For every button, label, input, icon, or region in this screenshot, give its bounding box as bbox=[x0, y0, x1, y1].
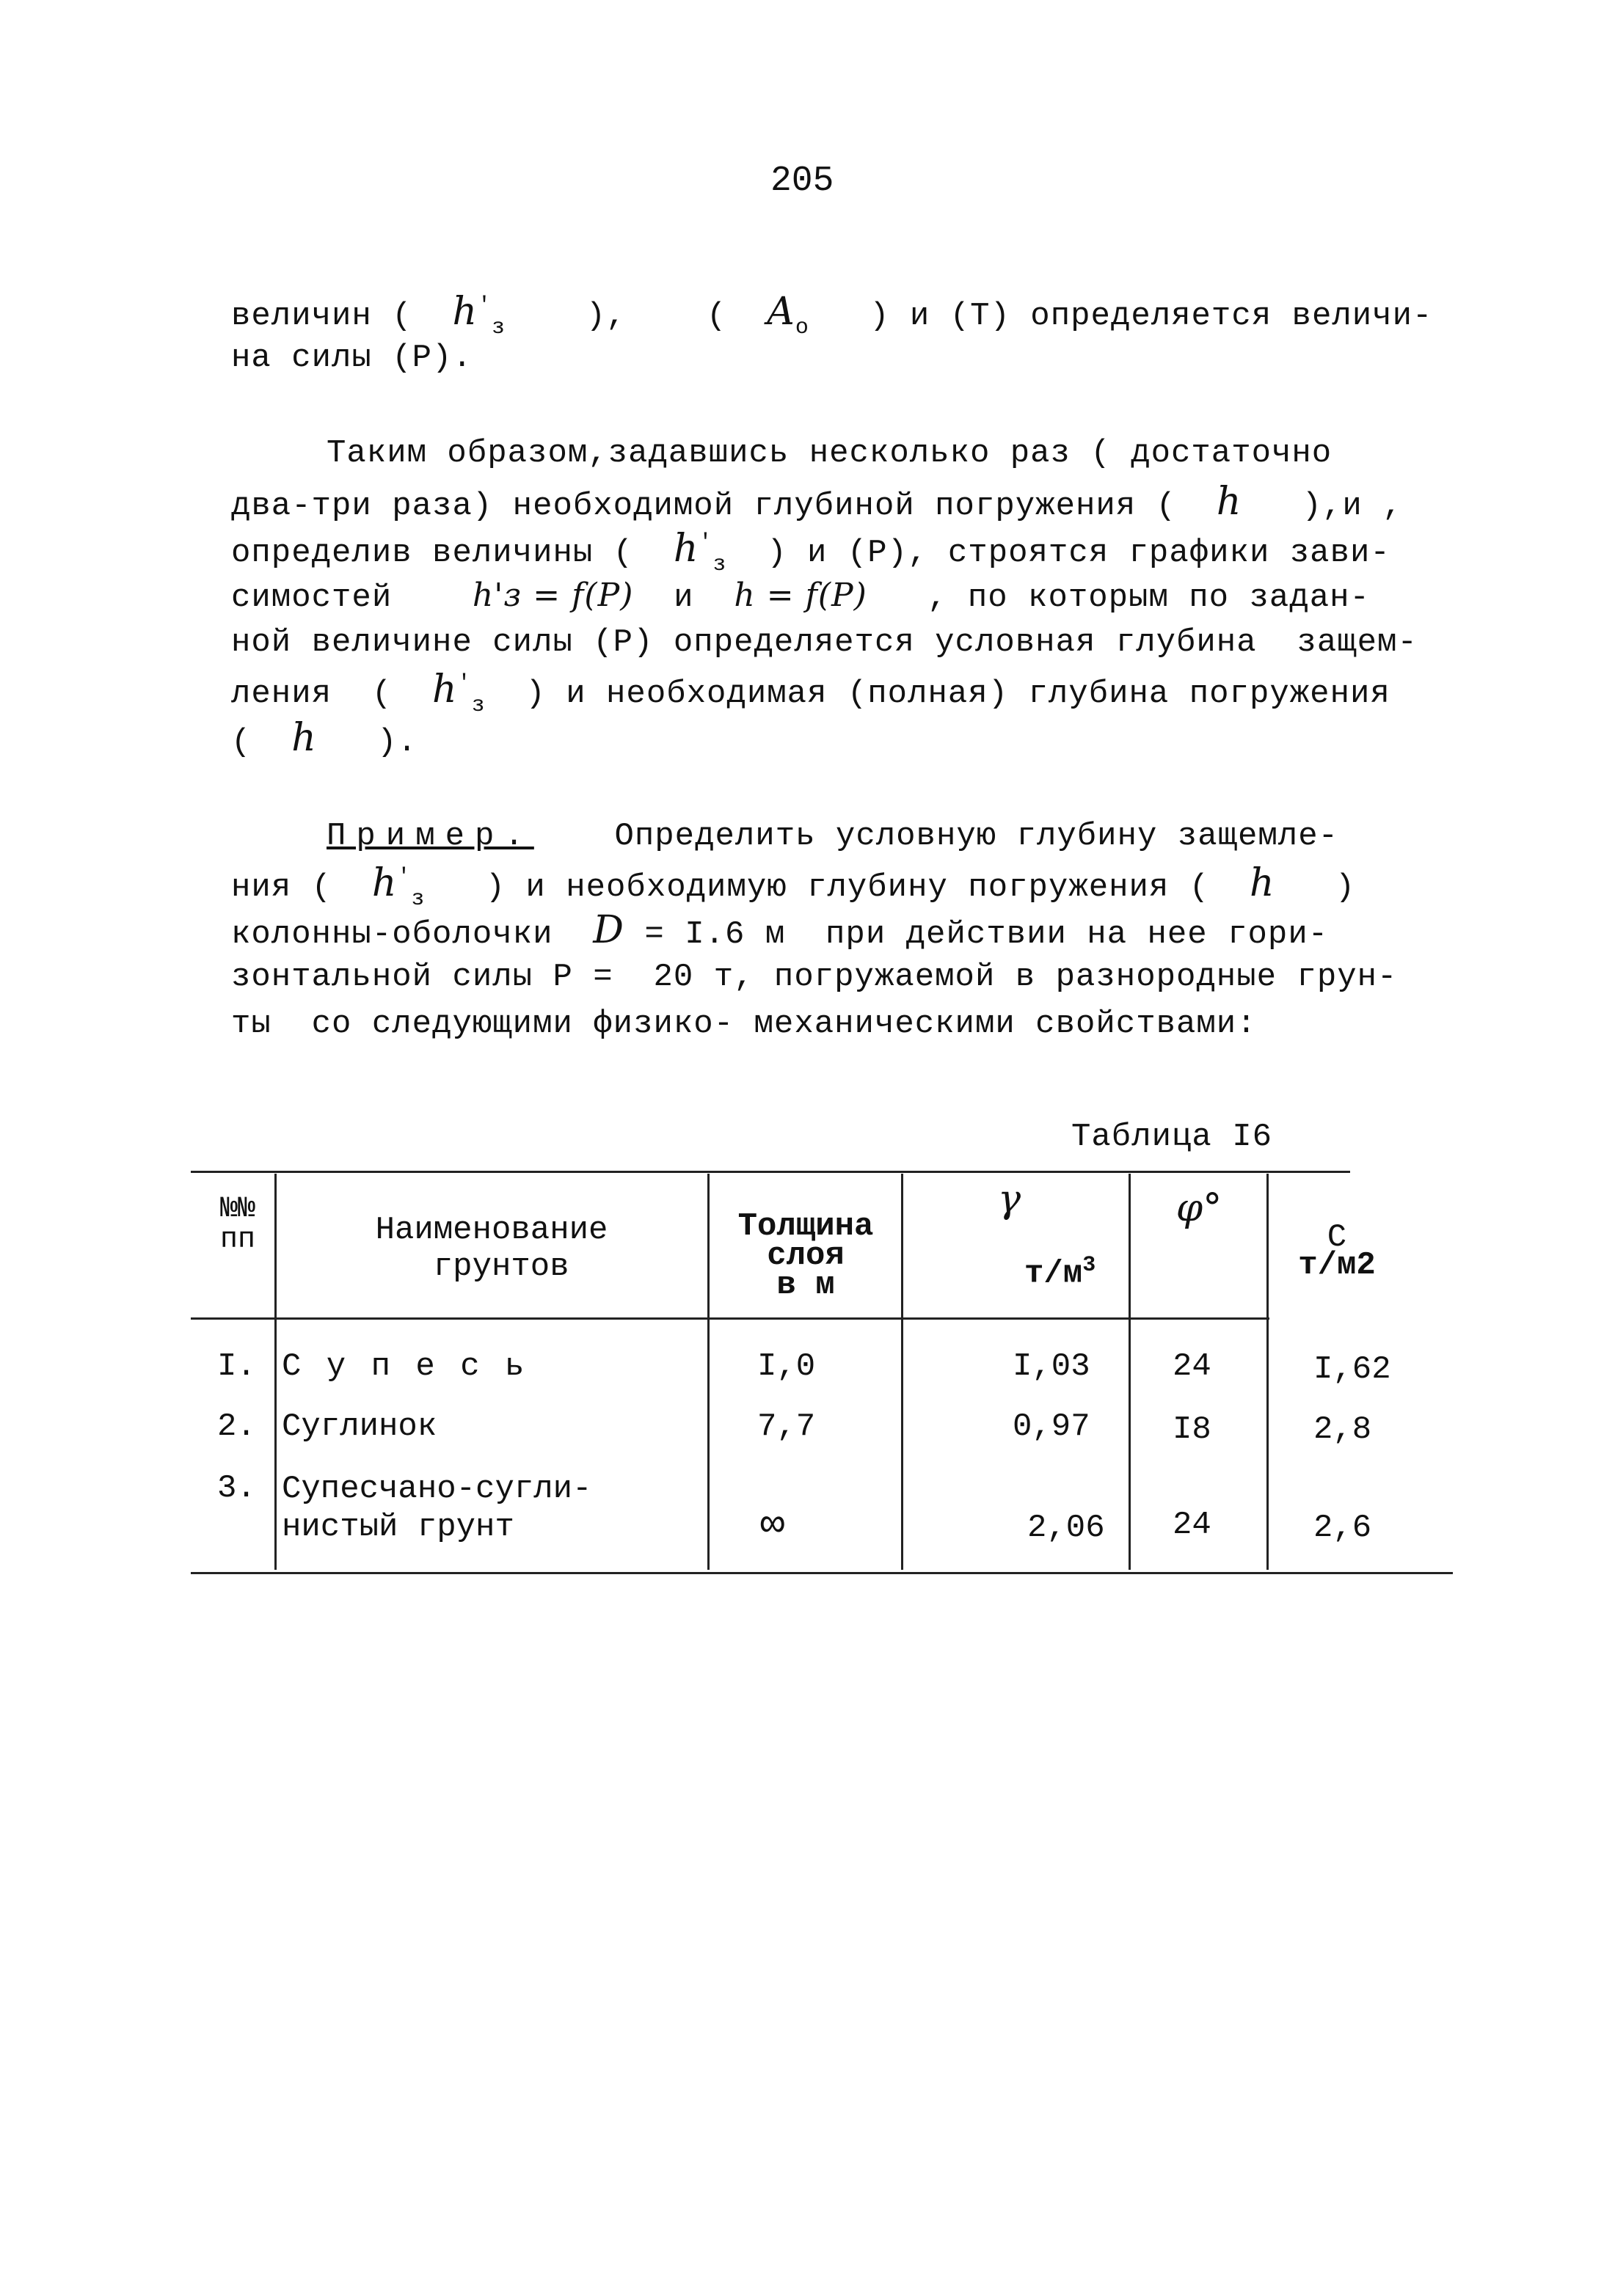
para1-line-2: на силы (Р). bbox=[231, 340, 473, 376]
text: величин ( bbox=[231, 298, 412, 334]
table-caption: Таблица I6 bbox=[1071, 1119, 1273, 1155]
row-gamma: 0,97 bbox=[1013, 1408, 1090, 1445]
header-c-symbol: С bbox=[1327, 1219, 1347, 1256]
text: ния ( bbox=[231, 869, 332, 906]
header-c-unit: т/м2 bbox=[1298, 1247, 1376, 1284]
table-col-divider bbox=[274, 1174, 277, 1570]
formula-1: h'з = f(Р) bbox=[472, 577, 634, 614]
row-gamma: 2,06 bbox=[1027, 1510, 1105, 1546]
symbol-prime: ' bbox=[397, 865, 412, 890]
example-label: Пример. bbox=[327, 818, 534, 855]
para2-line-3 bbox=[231, 527, 1390, 578]
symbol-A: A bbox=[767, 290, 795, 334]
text: ). bbox=[376, 724, 418, 761]
text: т/м bbox=[1024, 1255, 1083, 1293]
row-num: I. bbox=[217, 1348, 256, 1385]
para2-line-5: ной величине силы (Р) определяется условная глубина защем- bbox=[231, 624, 1418, 661]
header-gamma-unit bbox=[1024, 1247, 1096, 1293]
symbol-h: h bbox=[1249, 861, 1275, 905]
exponent: 3 bbox=[1082, 1253, 1096, 1278]
para2-line-6 bbox=[231, 668, 1390, 719]
text: определив величины ( bbox=[231, 535, 634, 571]
table-header-rule bbox=[191, 1317, 1269, 1320]
para2-line-4 bbox=[231, 574, 1370, 620]
para3-line-4: зонтальной силы Р = 20 т, погружаемой в разнородные грун- bbox=[231, 959, 1398, 995]
symbol-prime: ' bbox=[699, 530, 713, 555]
row-gamma: I,03 bbox=[1013, 1348, 1090, 1385]
text: ) bbox=[1335, 869, 1356, 906]
text: = I.6 м при действии на нее гори- bbox=[644, 916, 1329, 953]
header-num: №№ пп bbox=[219, 1193, 255, 1257]
row-c: I,62 bbox=[1313, 1351, 1391, 1388]
text: два-три раза) необходимой глубиной погружения ( bbox=[231, 488, 1177, 524]
page-number: 205 bbox=[770, 161, 834, 201]
symbol-prime: ' bbox=[457, 671, 472, 696]
header-thickness: Толщина слоя в м bbox=[737, 1208, 874, 1304]
para2-line-7 bbox=[231, 716, 418, 764]
text: ( bbox=[231, 724, 252, 761]
row-name: Супесчано-сугли- нистый грунт bbox=[282, 1471, 592, 1546]
symbol-h: h bbox=[291, 716, 317, 760]
symbol-sub: з bbox=[471, 693, 486, 718]
text: , по которым по задан- bbox=[927, 580, 1370, 616]
text: ) и (Т) определяется величи- bbox=[870, 298, 1433, 334]
header-phi: φ° bbox=[1175, 1186, 1222, 1230]
symbol-h: h bbox=[673, 527, 699, 571]
row-num: 2. bbox=[217, 1408, 256, 1445]
para3-line-5: ты со следующими физико- механическими свойствами: bbox=[231, 1006, 1257, 1042]
text: колонны-оболочки bbox=[231, 916, 553, 953]
table-col-divider bbox=[1266, 1174, 1269, 1570]
row-num: 3. bbox=[217, 1470, 256, 1507]
table-top-rule bbox=[191, 1171, 1350, 1173]
text: ( bbox=[707, 298, 727, 334]
para3-line-3 bbox=[231, 908, 1328, 957]
header-name: Наименование грунтов bbox=[375, 1212, 608, 1285]
row-phi: I8 bbox=[1173, 1411, 1211, 1448]
text: симостей bbox=[231, 580, 393, 616]
text: и bbox=[674, 580, 694, 616]
table-col-divider bbox=[1129, 1174, 1131, 1570]
symbol-sub: з bbox=[411, 887, 426, 912]
text: ), bbox=[586, 298, 627, 334]
text: ) и необходимая (полная) глубина погружения bbox=[525, 676, 1390, 712]
para2-line-1: Таким образом,задавшись несколько раз ( достаточно bbox=[327, 435, 1333, 472]
table-col-divider bbox=[707, 1174, 710, 1570]
formula-2: h = f(Р) bbox=[734, 577, 867, 614]
symbol-D: D bbox=[593, 908, 624, 952]
symbol-h: h bbox=[452, 290, 478, 334]
row-phi: 24 bbox=[1173, 1348, 1211, 1385]
symbol-sub: з bbox=[491, 315, 506, 340]
table-col-divider bbox=[901, 1174, 903, 1570]
symbol-sub: з bbox=[712, 552, 727, 577]
para3-line-2 bbox=[231, 861, 1355, 913]
text: ) и необходимую глубину погружения ( bbox=[485, 869, 1210, 906]
symbol-prime: ' bbox=[477, 293, 492, 318]
text: ления ( bbox=[231, 676, 393, 712]
row-phi: 24 bbox=[1173, 1507, 1211, 1543]
para2-line-2 bbox=[231, 480, 1403, 528]
symbol-h: h bbox=[432, 668, 458, 712]
symbol-h: h bbox=[1216, 480, 1242, 524]
symbol-h: h bbox=[371, 861, 398, 905]
text: ) и (Р), строятся графики зави- bbox=[767, 535, 1390, 571]
row-thickness: 7,7 bbox=[757, 1408, 816, 1445]
para3-line-1 bbox=[327, 814, 1338, 858]
row-thickness: I,0 bbox=[757, 1348, 816, 1385]
row-name: С у п е с ь bbox=[282, 1348, 528, 1385]
table-bottom-rule bbox=[191, 1572, 1453, 1574]
para1-line-1 bbox=[231, 290, 1432, 341]
row-c: 2,8 bbox=[1313, 1411, 1372, 1448]
header-gamma-symbol: γ bbox=[998, 1177, 1021, 1221]
row-c: 2,6 bbox=[1313, 1510, 1372, 1546]
text: Определить условную глубину защемле- bbox=[614, 818, 1339, 855]
row-thickness: ∞ bbox=[760, 1502, 785, 1549]
row-name: Суглинок bbox=[282, 1408, 437, 1445]
text: ),и , bbox=[1302, 488, 1403, 524]
symbol-sub: o bbox=[795, 315, 809, 340]
